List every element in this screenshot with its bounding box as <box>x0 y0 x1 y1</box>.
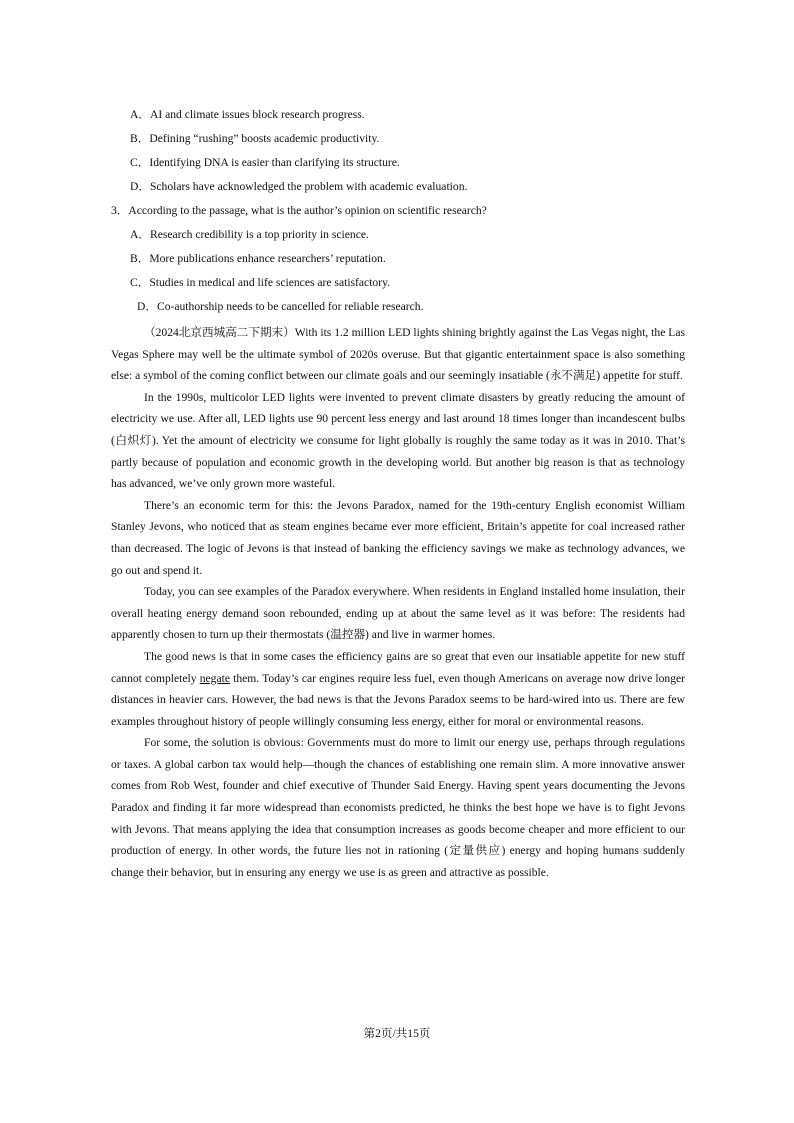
passage-paragraph-3: There’s an economic term for this: the Jevons Paradox, named for the 19th-century English economist William Stanley Jevons, who noticed that as steam engines became ever more efficient, Britain’s appetite for coal increased rather than decreased. The logic of Jevons is that instead of banking the efficiency savings we make as technology advances, we go out and spend it. <box>111 498 685 577</box>
p5-text-after: them. Today’s car engines require less fuel, even though Americans on average now drive longer distances in heavier cars. However, the bad news is that the Jevons Paradox seems to be hard-wired into us. There are few examples throughout history of people willingly consuming less energy, either for moral or environmental reasons. <box>111 671 685 728</box>
reading-passage <box>111 322 685 883</box>
p5-text-before: The good news is that in some cases the efficiency gains are so great that even our insatiable appetite for new stuff cannot completely <box>111 649 685 685</box>
q2-option-c: C．Identifying DNA is easier than clarifying its structure. <box>130 156 400 169</box>
q3-option-a: A．Research credibility is a top priority in science. <box>130 228 369 241</box>
passage-paragraph-6: For some, the solution is obvious: Governments must do more to limit our energy use, perhaps through regulations or taxes. A global carbon tax would help—though the chances of establishing one remain slim. A more innovative answer comes from Rob West, founder and chief executive of Thunder Said Energy. Having spent years documenting the Jevons Paradox and finding it far more widespread than economists predicted, he thinks the best hope we have is to fight Jevons with Jevons. That means applying the idea that consumption increases as goods become cheaper and more efficient to our production of energy. In other words, the future lies not in rationing (定量供应) energy and hoping humans suddenly change their behavior, but in ensuring any energy we use is as green and attractive as possible. <box>111 736 685 879</box>
q2-option-b: B．Defining “rushing” boosts academic productivity. <box>130 132 380 145</box>
q3-option-b: B．More publications enhance researchers’ reputation. <box>130 252 386 265</box>
underlined-word: negate <box>199 671 230 685</box>
passage-paragraph-4: Today, you can see examples of the Paradox everywhere. When residents in England installed home insulation, their overall heating energy demand soon rebounded, ending up at about the same level as it was before: The residents had apparently chosen to turn up their thermostats (温控器) and live in warmer homes. <box>111 585 685 642</box>
q2-option-a: A．AI and climate issues block research progress. <box>130 108 365 121</box>
q2-option-d: D．Scholars have acknowledged the problem with academic evaluation. <box>130 180 468 193</box>
q3-stem: 3．According to the passage, what is the author’s opinion on scientific research? <box>111 204 487 217</box>
q3-option-d: D．Co-authorship needs to be cancelled for reliable research. <box>137 300 424 313</box>
passage-paragraph-1: （2024北京西城高二下期末）With its 1.2 million LED lights shining brightly against the Las Vegas night, the Las Vegas Sphere may well be the ultimate symbol of 2020s overuse. But that gigantic entertainment space is also something else: a symbol of the coming conflict between our climate goals and our seemingly insatiable (永不满足) appetite for stuff. <box>111 326 685 383</box>
page-number: 第2页/共15页 <box>363 1027 431 1040</box>
passage-paragraph-5 <box>111 646 685 732</box>
q3-option-c: C．Studies in medical and life sciences are satisfactory. <box>130 276 391 289</box>
passage-paragraph-2: In the 1990s, multicolor LED lights were invented to prevent climate disasters by greatly reducing the amount of electricity we use. After all, LED lights use 90 percent less energy and last around 18 times longer than incandescent bulbs (白炽灯). Yet the amount of electricity we consume for light globally is roughly the same today as it was in 2010. That’s partly because of population and economic growth in the developing world. But another big reason is that as technology has advanced, we’ve only grown more wasteful. <box>111 390 685 491</box>
